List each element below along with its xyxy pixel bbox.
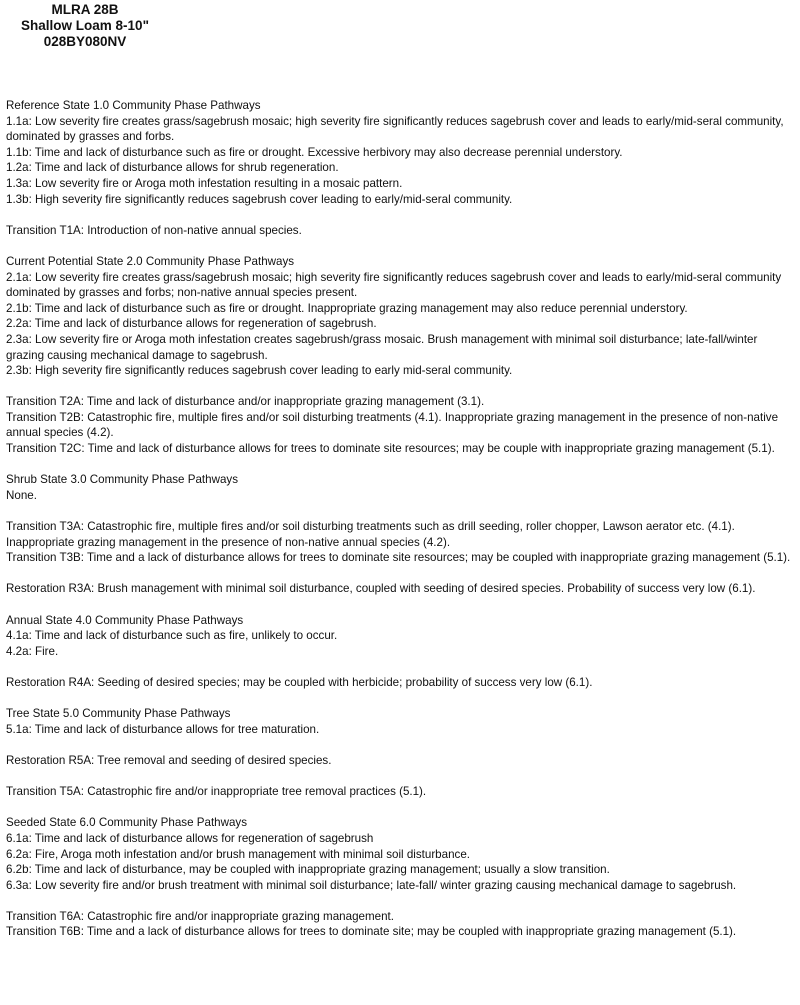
text-line: Transition T2B: Catastrophic fire, multiple fires and/or soil disturbing treatments (4.1). Inappropriate grazing management in the presence of non-native annual species (4.2). [6,410,779,440]
block-heading-line: Transition T2A: Time and lack of disturbance and/or inappropriate grazing management (3.1). [6,395,485,409]
text-block [6,223,796,239]
text-block [6,472,796,503]
text-line: 6.3a: Low severity fire and/or brush treatment with minimal soil disturbance; late-fall/ winter grazing causing mechanical damage to sagebrush. [6,878,737,892]
text-line: 2.3b: High severity fire significantly reduces sagebrush cover leading to early mid-seral community. [6,364,513,378]
ecological-site-name: Shallow Loam 8-10" [21,18,149,33]
text-line: 6.1a: Time and lack of disturbance allows for regeneration of sagebrush [6,831,374,845]
ecological-site-code: 028BY080NV [43,34,127,49]
text-block [6,98,796,207]
text-line: 4.2a: Fire. [6,644,59,658]
text-line: Transition T6B: Time and a lack of disturbance allows for trees to dominate site; may be coupled with inappropriate grazing management (5.1). [6,925,737,939]
text-line: 2.1b: Time and lack of disturbance such as fire or drought. Inappropriate grazing management may also reduce perennial understory. [6,301,688,315]
text-line: 1.1a: Low severity fire creates grass/sagebrush mosaic; high severity fire significantly reduces sagebrush cover and leads to early/mid-seral community, dominated by grasses and forbs. [6,114,784,144]
text-line: 2.2a: Time and lack of disturbance allows for regeneration of sagebrush. [6,317,377,331]
block-heading-line: Restoration R5A: Tree removal and seeding of desired species. [6,753,332,767]
state-transition-narrative [6,98,796,956]
block-heading-line: Transition T1A: Introduction of non-native annual species. [6,223,302,237]
text-line: None. [6,488,37,502]
text-line: 1.2a: Time and lack of disturbance allows for shrub regeneration. [6,161,339,175]
text-line: 2.1a: Low severity fire creates grass/sagebrush mosaic; high severity fire significantly reduces sagebrush cover and leads to early/mid-seral community dominated by grasses and forbs; non-native annual species present. [6,270,782,300]
text-block [6,519,796,566]
block-heading-line: Restoration R4A: Seeding of desired species; may be coupled with herbicide; probability of success very low (6.1). [6,675,593,689]
text-block [6,254,796,379]
text-block [6,753,796,769]
text-line: Transition T2C: Time and lack of disturbance allows for trees to dominate site resources; may be couple with inappropriate grazing management (5.1). [6,442,775,456]
text-block [6,815,796,893]
text-line: Transition T3B: Time and a lack of disturbance allows for trees to dominate site resources; may be coupled with inappropriate grazing management (5.1). [6,551,791,565]
block-heading-line: Reference State 1.0 Community Phase Pathways [6,99,261,112]
block-heading-line: Transition T5A: Catastrophic fire and/or inappropriate tree removal practices (5.1). [6,785,427,799]
text-block [6,394,796,456]
text-block [6,581,796,597]
text-block [6,613,796,660]
text-line: 1.1b: Time and lack of disturbance such as fire or drought. Excessive herbivory may also decrease perennial understory. [6,145,623,159]
block-heading-line: Restoration R3A: Brush management with minimal soil disturbance, coupled with seeding of desired species. Probability of success very low (6.1). [6,582,756,596]
document-header [10,2,160,50]
block-heading-line: Seeded State 6.0 Community Phase Pathways [6,816,248,830]
text-line: 4.1a: Time and lack of disturbance such as fire, unlikely to occur. [6,629,338,643]
block-heading-line: Annual State 4.0 Community Phase Pathways [6,613,244,627]
block-heading-line: Current Potential State 2.0 Community Phase Pathways [6,254,295,268]
text-line: 2.3a: Low severity fire or Aroga moth infestation creates sagebrush/grass mosaic. Brush management with minimal soil disturbance; late-fall/winter grazing causing mechanical damage to sagebrush. [6,332,758,362]
mlra-title: MLRA 28B [51,2,119,17]
block-heading-line: Tree State 5.0 Community Phase Pathways [6,707,231,721]
text-line: 6.2a: Fire, Aroga moth infestation and/or brush management with minimal soil disturbance. [6,847,470,861]
block-heading-line: Shrub State 3.0 Community Phase Pathways [6,473,238,487]
text-line: 6.2b: Time and lack of disturbance, may be coupled with inappropriate grazing management; usually a slow transition. [6,863,610,877]
text-block [6,706,796,737]
text-line: 5.1a: Time and lack of disturbance allows for tree maturation. [6,722,320,736]
block-heading-line: Transition T3A: Catastrophic fire, multiple fires and/or soil disturbing treatments such as drill seeding, roller chopper, Lawson aerator etc. (4.1). Inappropriate grazing management in the presence of non-native annual species (4.2). [6,520,735,549]
text-block [6,675,796,691]
text-line: 1.3a: Low severity fire or Aroga moth infestation resulting in a mosaic pattern. [6,176,403,190]
text-block [6,909,796,940]
text-line: 1.3b: High severity fire significantly reduces sagebrush cover leading to early/mid-seral community. [6,192,513,206]
text-block [6,784,796,800]
block-heading-line: Transition T6A: Catastrophic fire and/or inappropriate grazing management. [6,909,394,923]
